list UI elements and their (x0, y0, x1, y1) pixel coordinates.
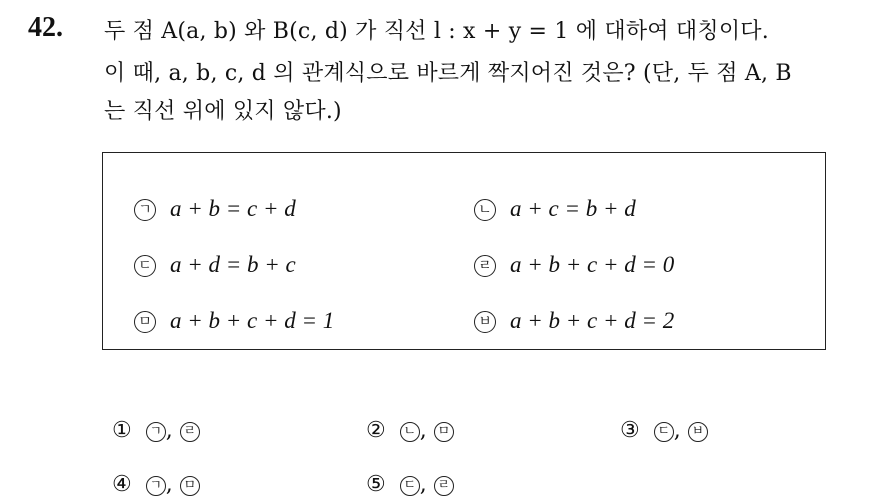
choice-marker-a: ㄷ (654, 422, 674, 442)
choice-3[interactable]: ③ ㄷ , ㅂ (620, 418, 708, 443)
condition-expr: a + b + c + d = 0 (510, 252, 675, 277)
marker-nieun: ㄴ (474, 199, 496, 221)
choice-marker-b: ㄹ (180, 422, 200, 442)
question-line-3: 는 직선 위에 있지 않다.) (104, 99, 342, 124)
choice-number: ② (366, 418, 386, 443)
choice-marker-b: ㅁ (180, 476, 200, 496)
choice-number: ⑤ (366, 472, 386, 497)
marker-rieul: ㄹ (474, 255, 496, 277)
marker-digeut: ㄷ (134, 255, 156, 277)
choice-4[interactable]: ④ ㄱ , ㅁ (112, 472, 200, 497)
choice-5[interactable]: ⑤ ㄷ , ㄹ (366, 472, 454, 497)
condition-4 (474, 252, 674, 278)
question-number: 42. (28, 12, 63, 43)
choice-1[interactable]: ① ㄱ , ㄹ (112, 418, 200, 443)
condition-1 (134, 196, 296, 222)
condition-expr: a + b = c + d (170, 196, 296, 221)
condition-2 (474, 196, 636, 222)
question-line-2: 이 때, a, b, c, d 의 관계식으로 바르게 짝지어진 것은? (단, 두 점 A, B (104, 61, 792, 86)
condition-3 (134, 252, 296, 278)
choice-number: ① (112, 418, 132, 443)
marker-mieum: ㅁ (134, 311, 156, 333)
choice-marker-a: ㄱ (146, 422, 166, 442)
choice-number: ④ (112, 472, 132, 497)
question-line-1: 두 점 A(a, b) 와 B(c, d) 가 직선 l : x + y = 1 에 대하여 대칭이다. (104, 19, 769, 44)
choice-2[interactable]: ② ㄴ , ㅁ (366, 418, 454, 443)
condition-6 (474, 308, 674, 334)
choice-marker-a: ㄴ (400, 422, 420, 442)
condition-expr: a + b + c + d = 2 (510, 308, 675, 333)
condition-expr: a + d = b + c (170, 252, 296, 277)
marker-bieup: ㅂ (474, 311, 496, 333)
condition-expr: a + c = b + d (510, 196, 636, 221)
choice-marker-b: ㄹ (434, 476, 454, 496)
condition-expr: a + b + c + d = 1 (170, 308, 335, 333)
choice-marker-b: ㅂ (688, 422, 708, 442)
marker-giyeok: ㄱ (134, 199, 156, 221)
condition-5 (134, 308, 334, 334)
choice-marker-b: ㅁ (434, 422, 454, 442)
choice-marker-a: ㄱ (146, 476, 166, 496)
choice-number: ③ (620, 418, 640, 443)
choice-marker-a: ㄷ (400, 476, 420, 496)
